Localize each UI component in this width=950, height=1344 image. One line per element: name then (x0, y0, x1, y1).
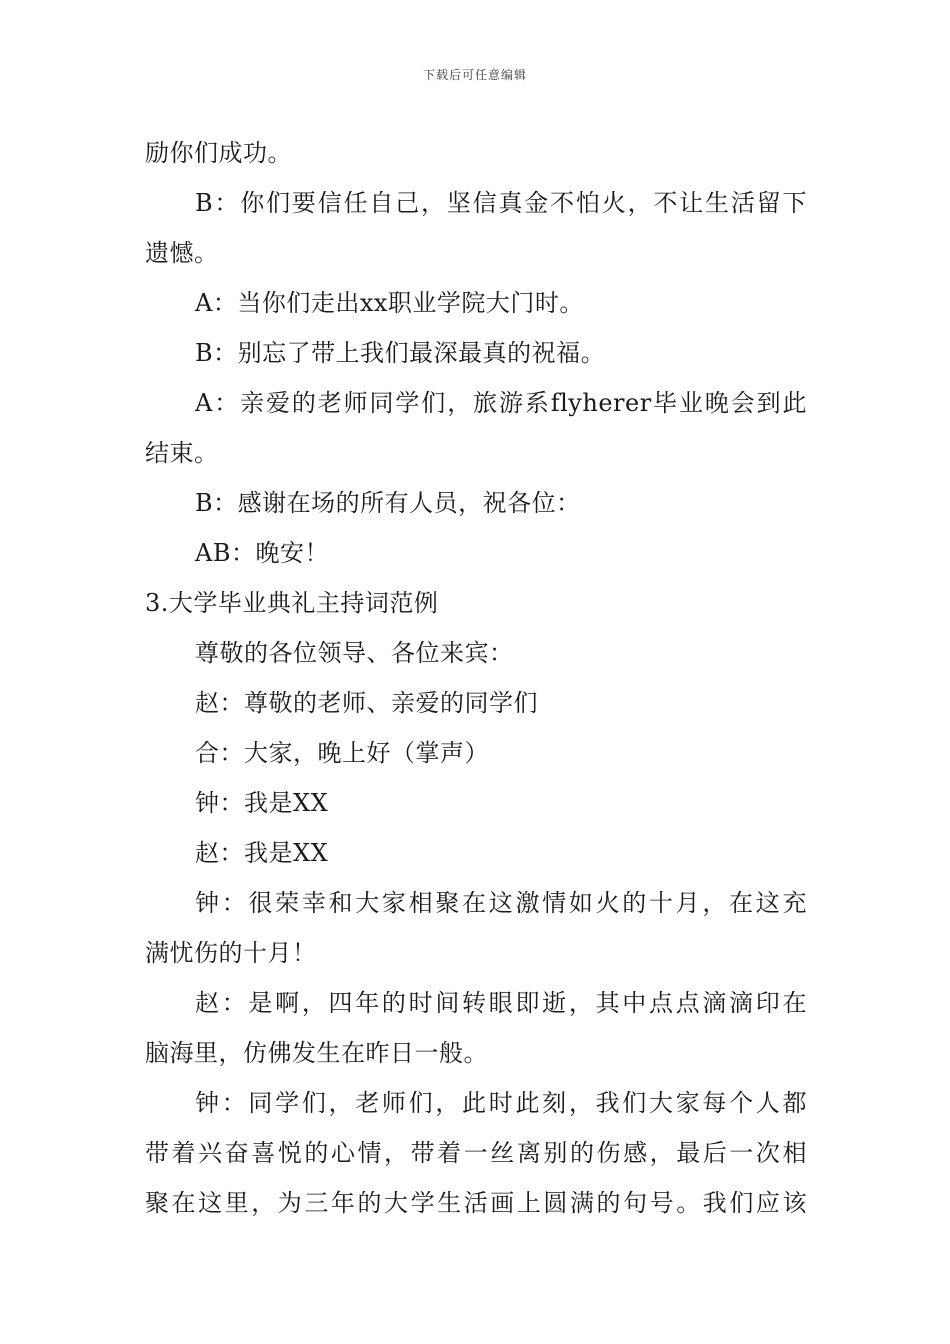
paragraph-line: 结束。 (145, 439, 219, 467)
paragraph-line: 钟：同学们，老师们，此时此刻，我们大家每个人都 (195, 1089, 807, 1117)
paragraph-line: B：感谢在场的所有人员，祝各位： (195, 489, 581, 517)
paragraph-line: 励你们成功。 (145, 139, 292, 167)
paragraph-line: 赵：是啊，四年的时间转眼即逝，其中点点滴滴印在 (195, 989, 807, 1017)
document-body (145, 128, 807, 1228)
paragraph-line: 脑海里，仿佛发生在昨日一般。 (145, 1039, 488, 1067)
page-header-note: 下载后可任意编辑 (422, 68, 527, 82)
paragraph-line: B：别忘了带上我们最深最真的祝福。 (195, 339, 606, 367)
paragraph-line: A：亲爱的老师同学们，旅游系flyherer毕业晚会到此 (195, 389, 807, 417)
paragraph-line: AB：晚安！ (195, 539, 329, 567)
paragraph-line: 赵：尊敬的老师、亲爱的同学们 (195, 689, 538, 717)
paragraph-line: 合：大家，晚上好（掌声） (195, 739, 489, 767)
paragraph-line: 钟：很荣幸和大家相聚在这激情如火的十月，在这充 (195, 889, 807, 917)
paragraph-line: 聚在这里，为三年的大学生活画上圆满的句号。我们应该 (145, 1189, 807, 1217)
paragraph-line: 钟：我是XX (195, 789, 329, 817)
section-heading: 3.大学毕业典礼主持词范例 (145, 589, 439, 617)
paragraph-line: B：你们要信任自己，坚信真金不怕火，不让生活留下 (195, 189, 807, 217)
paragraph-line: 遗憾。 (145, 239, 219, 267)
paragraph-line: 尊敬的各位领导、各位来宾： (195, 639, 514, 667)
paragraph-line: 满忧伤的十月！ (145, 939, 317, 967)
paragraph-line: A：当你们走出xx职业学院大门时。 (195, 289, 584, 317)
paragraph-line: 赵：我是XX (195, 839, 329, 867)
paragraph-line: 带着兴奋喜悦的心情，带着一丝离别的伤感，最后一次相 (145, 1139, 807, 1167)
